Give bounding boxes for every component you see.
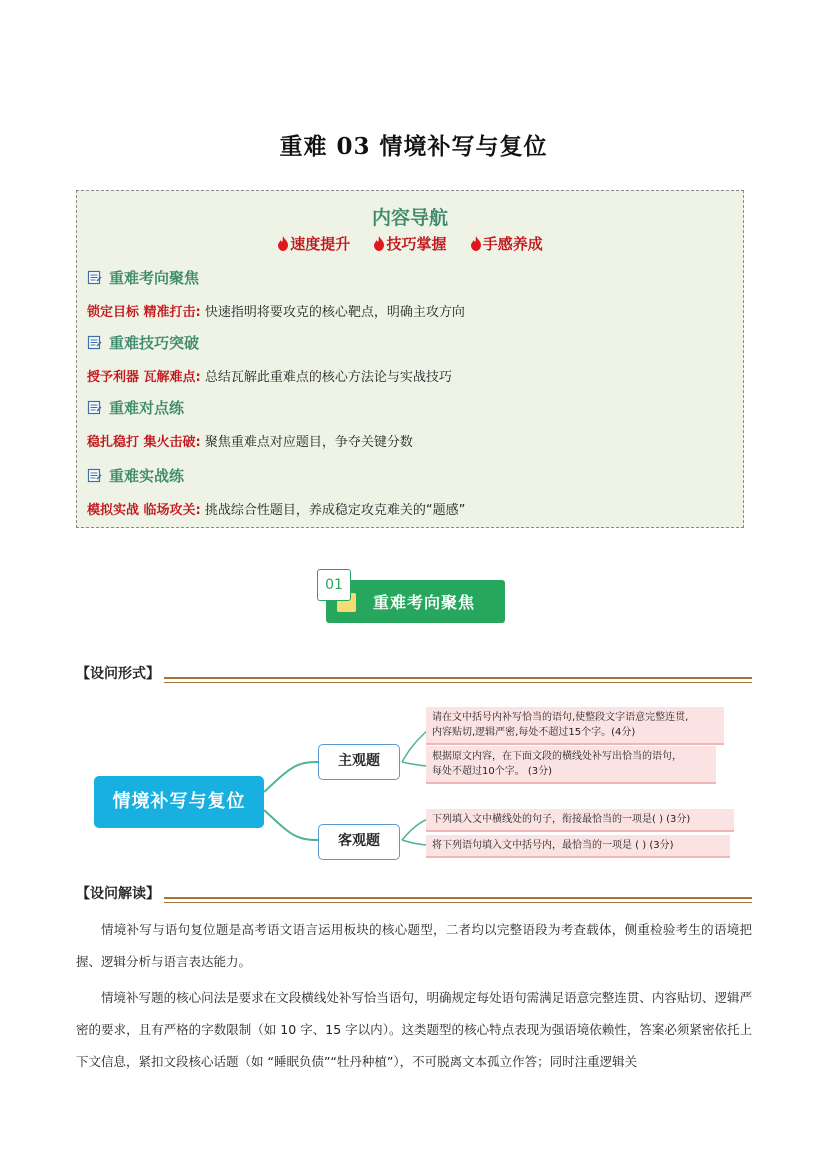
page-title: 重难 03 情境补写与复位	[279, 133, 548, 160]
nav-section-lead: 稳扎稳打 集火击破:	[87, 435, 201, 450]
mind-map-node-subjective: 主观题	[318, 744, 400, 780]
mind-map-leaf: 请在文中括号内补写恰当的语句,使整段文字语意完整连贯, 内容贴切,逻辑严密,每处不超过15个字。(4分)	[426, 707, 724, 745]
document-icon	[87, 270, 102, 285]
nav-tag-feel	[470, 233, 543, 254]
nav-section-title: 重难技巧突破	[109, 334, 200, 352]
badge-label: 重难考向聚焦	[373, 593, 476, 612]
nav-section-technique	[87, 332, 452, 385]
nav-tags	[77, 233, 743, 254]
nav-tag-label: 速度提升	[290, 235, 351, 253]
nav-section-desc: 总结瓦解此重难点的核心方法论与实战技巧	[200, 370, 452, 385]
body-paragraph: 情境补写与语句复位题是高考语文语言运用板块的核心题型，二者均以完整语段为考查载体，侧重检验考生的语境把握、逻辑分析与语言表达能力。	[76, 922, 752, 969]
section-header-question-form	[76, 663, 752, 685]
nav-section-targeted-practice	[87, 397, 413, 450]
nav-section-lead: 锁定目标 精准打击:	[87, 305, 201, 320]
nav-section-desc: 快速指明将要攻克的核心靶点，明确主攻方向	[200, 305, 465, 320]
divider	[162, 682, 752, 683]
divider	[162, 897, 752, 899]
mind-map-leaf: 将下列语句填入文中括号内，最恰当的一项是 ( ) (3分)	[426, 835, 730, 858]
nav-section-title: 重难对点练	[109, 399, 185, 417]
nav-section-lead: 授予利器 瓦解难点:	[87, 370, 201, 385]
nav-section-title: 重难实战练	[109, 467, 185, 485]
document-icon	[87, 335, 102, 350]
content-navigation-box	[76, 190, 744, 528]
section-header-text: 【设问形式】	[76, 663, 164, 683]
mind-map	[90, 700, 740, 870]
badge-number: 01	[317, 569, 351, 601]
mind-map-root: 情境补写与复位	[94, 776, 264, 828]
nav-tag-speed	[277, 233, 350, 254]
nav-section-title: 重难考向聚焦	[109, 269, 200, 287]
nav-section-desc: 挑战综合性题目，养成稳定攻克难关的“题感”	[200, 503, 466, 518]
mind-map-leaf: 根据原文内容，在下面文段的横线处补写出恰当的语句， 每处不超过10个字。 (3分)	[426, 746, 716, 784]
nav-heading: 内容导航	[371, 207, 448, 229]
divider	[162, 902, 752, 903]
nav-section-desc: 聚焦重难点对应题目，争夺关键分数	[200, 435, 413, 450]
section-badge	[325, 577, 505, 623]
mind-map-leaf: 下列填入文中横线处的句子，衔接最恰当的一项是( ) (3分)	[426, 809, 734, 832]
nav-section-lead: 模拟实战 临场攻关:	[87, 503, 201, 518]
flame-icon	[373, 236, 385, 251]
body-paragraph: 情境补写题的核心问法是要求在文段横线处补写恰当语句，明确规定每处语句需满足语意完整连贯、内容贴切、逻辑严密的要求，且有严格的字数限制（如 10 字、15 字以内）。这类题型的核心特点表现为强语境依赖性，答案必须紧密依托上下文信息，紧扣文段核心话题（如 “睡眠负债”“牡丹种植”），不可脱离文本孤立作答；同时注重逻辑关	[76, 990, 752, 1069]
nav-tag-skill	[373, 233, 446, 254]
document-icon	[87, 400, 102, 415]
nav-section-mock-practice	[87, 465, 465, 518]
section-header-text: 【设问解读】	[76, 883, 164, 903]
nav-section-focus	[87, 267, 465, 320]
nav-tag-label: 技巧掌握	[386, 235, 447, 253]
mind-map-node-objective: 客观题	[318, 824, 400, 860]
document-icon	[87, 468, 102, 483]
nav-tag-label: 手感养成	[482, 235, 543, 253]
section-header-interpretation	[76, 883, 752, 905]
flame-icon	[277, 236, 289, 251]
divider	[162, 677, 752, 679]
flame-icon	[470, 236, 482, 251]
